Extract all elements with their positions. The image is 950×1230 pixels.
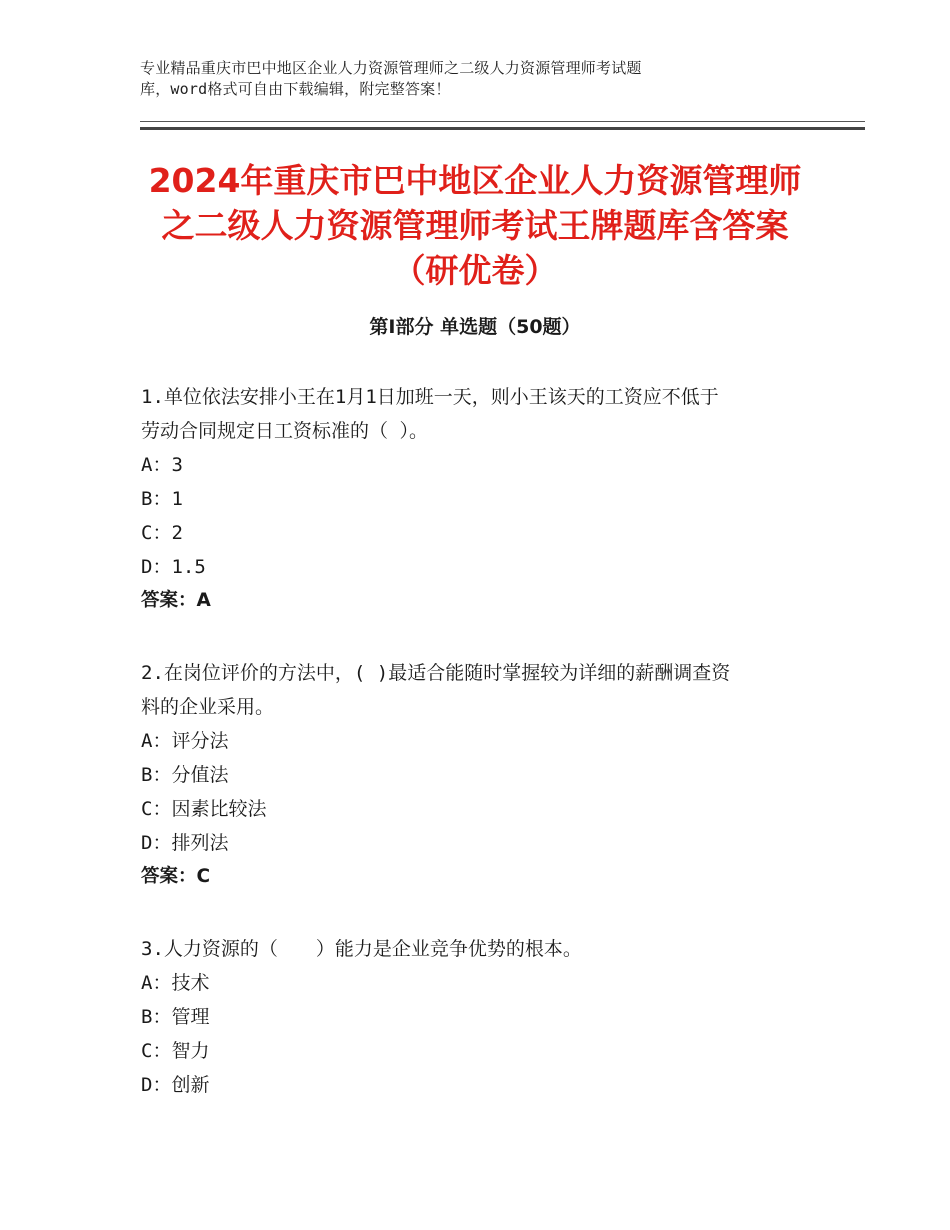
section-title: 第Ⅰ部分 单选题（50题）: [369, 316, 581, 338]
title-line1: 2024年重庆市巴中地区企业人力资源管理师: [148, 161, 802, 200]
document-title: [120, 158, 830, 293]
question-stem-line: 2.在岗位评价的方法中，( )最适合能随时掌握较为详细的薪酬调查资: [141, 662, 731, 684]
option-b: B：管理: [141, 1006, 210, 1028]
question-2: [141, 656, 831, 894]
question-list: [141, 380, 831, 1102]
question-spacer: [141, 618, 831, 656]
header-note-line2: 库，word格式可自由下载编辑，附完整答案！: [140, 80, 451, 98]
header-divider-bottom: [140, 127, 865, 130]
option-b: B：1: [141, 488, 183, 510]
option-b: B：分值法: [141, 764, 229, 786]
question-spacer: [141, 894, 831, 932]
option-a: A：评分法: [141, 730, 229, 752]
title-line2: 之二级人力资源管理师考试王牌题库含答案: [161, 206, 789, 245]
question-stem-line: 劳动合同规定日工资标准的（ ）。: [141, 420, 428, 442]
question-1: [141, 380, 831, 618]
question-stem-line: 料的企业采用。: [141, 696, 275, 718]
option-a: A：技术: [141, 972, 210, 994]
header-divider-top: [140, 121, 865, 122]
option-d: D：排列法: [141, 832, 229, 854]
option-c: C：因素比较法: [141, 798, 267, 820]
option-d: D：1.5: [141, 556, 206, 578]
question-stem-line: 3.人力资源的（ ）能力是企业竞争优势的根本。: [141, 938, 582, 960]
title-line3: （研优卷）: [392, 251, 558, 290]
option-c: C：智力: [141, 1040, 210, 1062]
option-c: C：2: [141, 522, 183, 544]
answer-line: 答案：C: [141, 866, 211, 887]
header-note: [140, 58, 780, 100]
option-d: D：创新: [141, 1074, 210, 1096]
header-note-line1: 专业精品重庆市巴中地区企业人力资源管理师之二级人力资源管理师考试题: [140, 59, 642, 77]
question-3: [141, 932, 831, 1102]
question-stem-line: 1.单位依法安排小王在1月1日加班一天，则小王该天的工资应不低于: [141, 386, 719, 408]
option-a: A：3: [141, 454, 183, 476]
answer-line: 答案：A: [141, 590, 211, 611]
